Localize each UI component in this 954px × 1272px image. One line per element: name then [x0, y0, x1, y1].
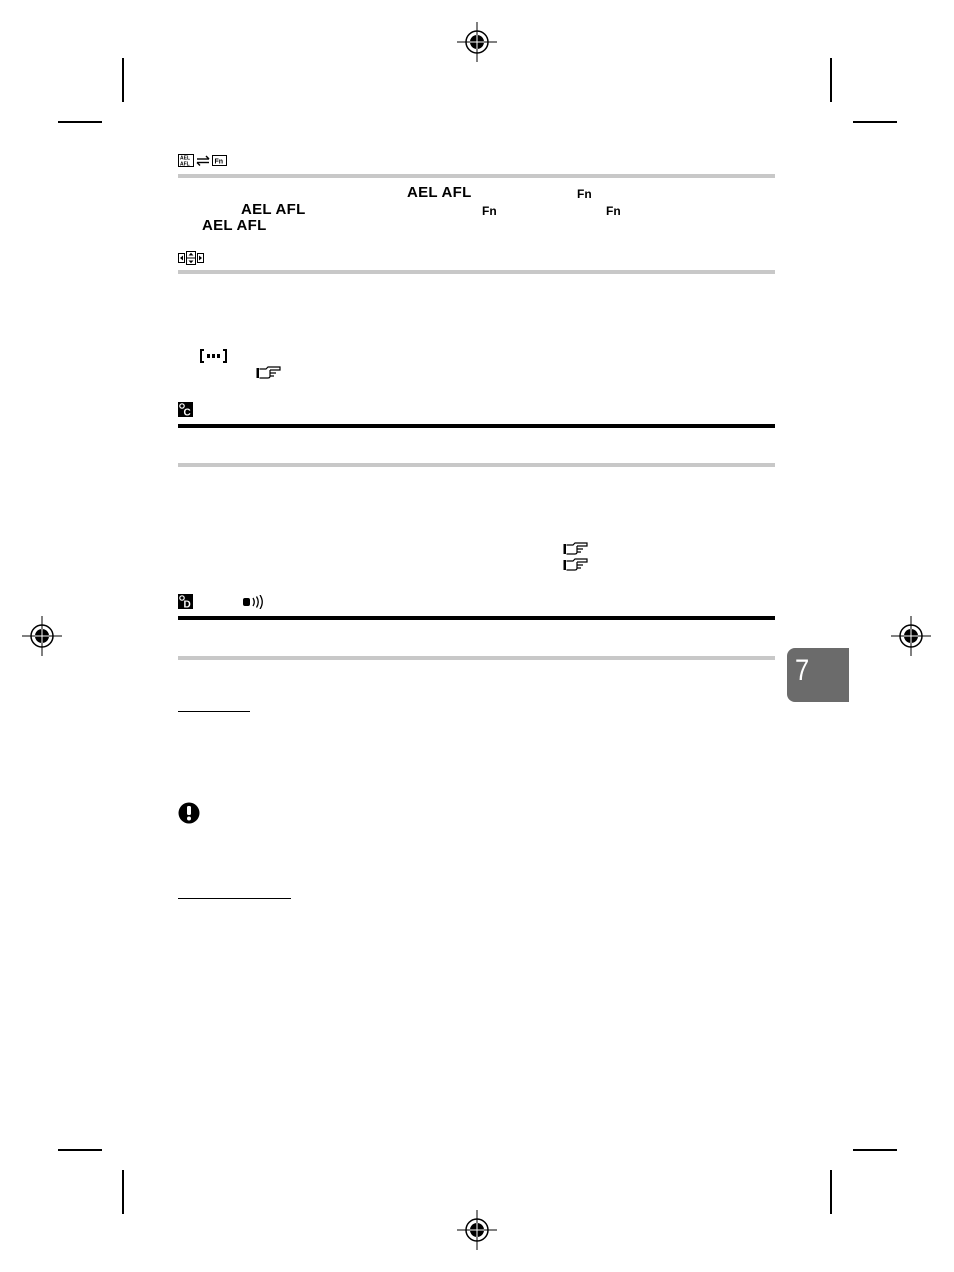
section-divider	[178, 270, 775, 274]
custom-menu-c-icon	[178, 402, 193, 422]
crop-mark-bottom-right-horizontal	[853, 1149, 897, 1151]
svg-text:C: C	[183, 407, 191, 417]
svg-text:AEL: AEL	[180, 155, 190, 162]
subheading-underline	[178, 711, 250, 712]
crop-mark-bottom-left-horizontal	[58, 1149, 102, 1151]
fn-label: Fn	[606, 204, 621, 218]
beep-sound-icon	[243, 595, 265, 614]
crop-mark-top-right-vertical	[830, 58, 832, 102]
section-heading-rule	[178, 424, 775, 428]
page-reference-icon	[256, 366, 282, 386]
svg-text:D: D	[183, 599, 191, 609]
caution-icon	[178, 802, 200, 829]
registration-mark-right-icon	[891, 616, 931, 656]
crop-mark-top-right-horizontal	[853, 121, 897, 123]
custom-menu-d-icon	[178, 594, 193, 614]
subheading-underline	[178, 898, 291, 899]
crop-mark-bottom-left-vertical	[122, 1170, 124, 1214]
registration-mark-left-icon	[22, 616, 62, 656]
svg-text:Fn: Fn	[214, 158, 224, 166]
crop-mark-bottom-right-vertical	[830, 1170, 832, 1214]
section-divider	[178, 656, 775, 660]
ael-afl-label: AEL AFL	[202, 217, 267, 234]
section-divider	[178, 463, 775, 467]
af-frame-select-icon	[178, 251, 204, 270]
af-target-icon	[200, 349, 227, 368]
ael-afl-swap-fn-icon	[178, 154, 228, 172]
ael-afl-label: AEL AFL	[241, 201, 306, 218]
crop-mark-top-left-vertical	[122, 58, 124, 102]
chapter-tab[interactable]	[787, 648, 849, 702]
fn-label: Fn	[482, 204, 497, 218]
ael-afl-label: AEL AFL	[407, 184, 472, 201]
registration-mark-top-icon	[457, 22, 497, 62]
crop-mark-top-left-horizontal	[58, 121, 102, 123]
registration-mark-bottom-icon	[457, 1210, 497, 1250]
svg-text:AFL: AFL	[180, 161, 190, 167]
section-heading-rule	[178, 616, 775, 620]
section-divider	[178, 174, 775, 178]
fn-label: Fn	[577, 187, 592, 201]
page-reference-icon	[563, 558, 589, 578]
chapter-number: 7	[795, 654, 810, 687]
